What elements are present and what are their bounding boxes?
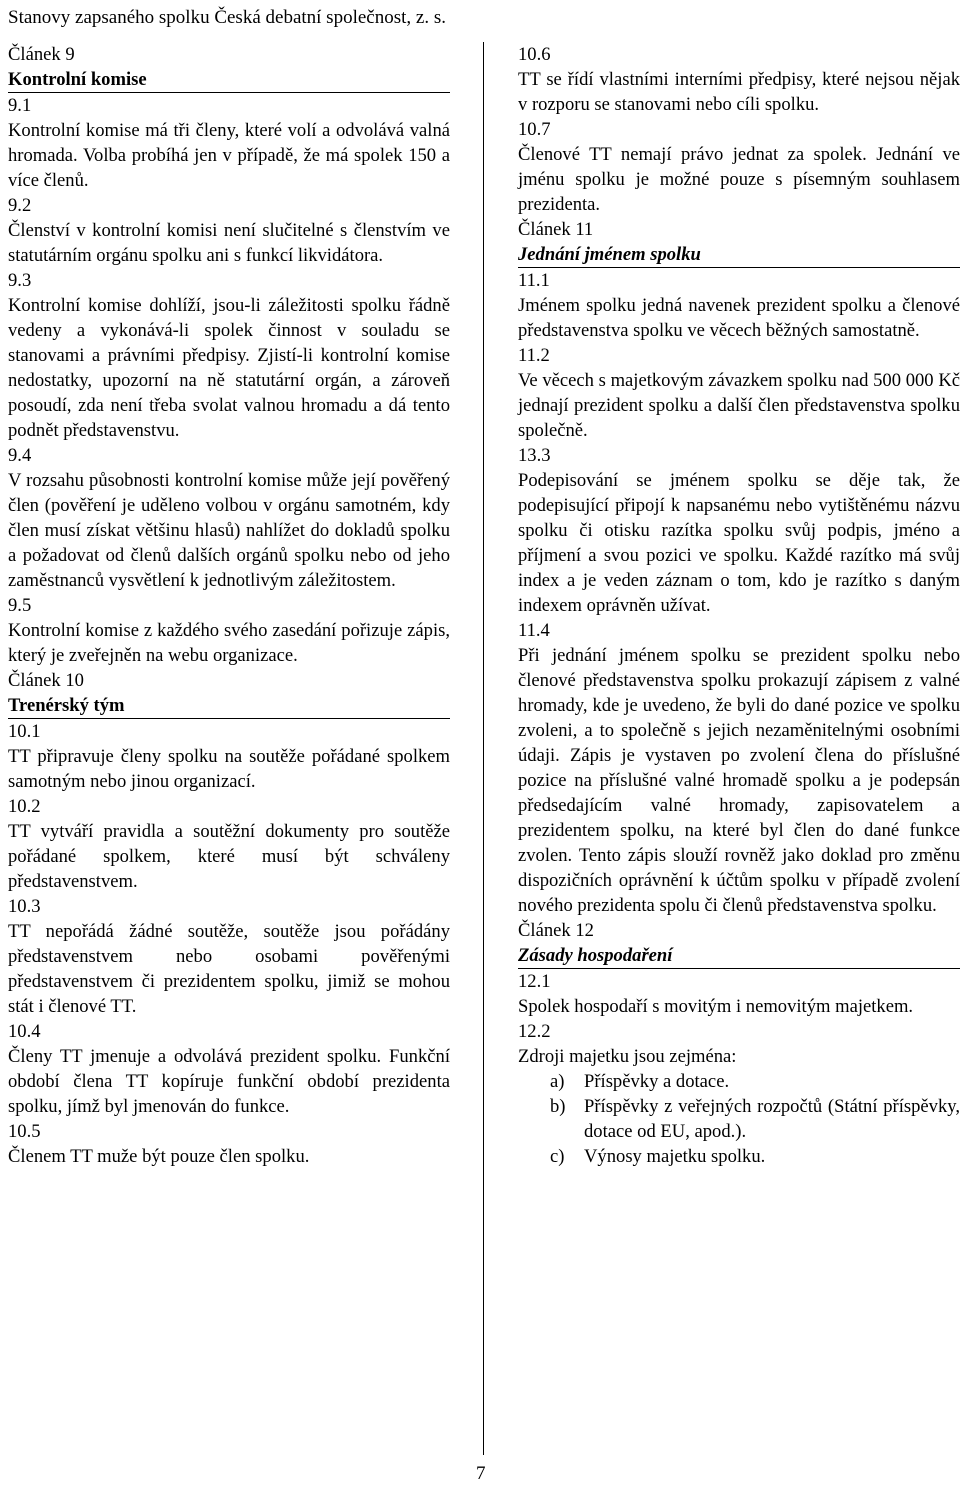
column-divider	[483, 42, 484, 1455]
section-number: 12.1	[518, 971, 551, 992]
section-number: 9.4	[8, 445, 32, 466]
article-10-label: Článek 10	[8, 670, 84, 691]
list-marker: a)	[550, 1071, 565, 1092]
list-item	[518, 1094, 960, 1144]
section-number: 9.2	[8, 195, 32, 216]
section-text: TT připravuje členy spolku na soutěže pořádané spolkem samotným nebo jinou organizací.	[8, 746, 450, 792]
section-text: TT vytváří pravidla a soutěžní dokumenty pro soutěže pořádané spolkem, které musí být schváleny představenstvem.	[8, 821, 450, 892]
left-column	[8, 42, 450, 1169]
page-number: 7	[476, 1463, 486, 1484]
section-text: TT se řídí vlastními interními předpisy, které nejsou nějak v rozporu se stanovami nebo cíli spolku.	[518, 69, 960, 115]
section-text: V rozsahu působnosti kontrolní komise může její pověřený člen (pověření je uděleno volbou v orgánu samotném, kdy člen musí získat většinu hlasů) nahlížet do dokladů spolku a požadovat od členů dalších orgánů spolku nebo od jeho zaměstnanců vysvětlení k jednotlivým záležitostem.	[8, 470, 450, 591]
list-item-text: Příspěvky a dotace.	[584, 1071, 730, 1092]
section-number: 12.2	[518, 1021, 551, 1042]
section-text: Ve věcech s majetkovým závazkem spolku nad 500 000 Kč jednají prezident spolku a další člen představenstva spolku společně.	[518, 370, 960, 441]
section-text: Jménem spolku jedná navenek prezident spolku a členové představenstva spolku ve věcech běžných samostatně.	[518, 295, 960, 341]
section-number: 9.5	[8, 595, 32, 616]
section-number: 9.3	[8, 270, 32, 291]
section-text: Při jednání jménem spolku se prezident spolku nebo členové představenstva spolku prokazují zápisem z valné hromady, kde je uvedeno, že byli do dané pozice ve spolku zvoleni, a to společně s jejich nezaměnitelnými osobními údaji. Zápis je vystaven po zvolení člena do příslušné pozice na příslušné valné hromadě spolku a je podepsán předsedajícím valné hromady, zapisovatelem a prezidentem spolku, na které byl člen do dané funkce zvolen. Tento zápis slouží rovněž jako doklad pro změnu dispozičních oprávnění k účtům spolku v případě zvolení nového prezidenta spolu či členů představenstva spolku.	[518, 645, 960, 916]
list-item-text: Příspěvky z veřejných rozpočtů (Státní příspěvky, dotace od EU, apod.).	[584, 1096, 960, 1142]
section-text: Kontrolní komise dohlíží, jsou-li záležitosti spolku řádně vedeny a vykonává-li spolek činnost v souladu se stanovami a právními předpisy. Zjistí-li kontrolní komise nedostatky, upozorní na ně statutární orgán, a zároveň posoudí, zda není třeba svolat valnou hromadu a dá tento podnět představenstvu.	[8, 295, 450, 441]
article-11-title: Jednání jménem spolku	[518, 242, 960, 268]
section-number: 10.4	[8, 1021, 41, 1042]
section-text: Kontrolní komise má tři členy, které volí a odvolává valná hromada. Volba probíhá jen v případě, že má spolek 150 a více členů.	[8, 120, 450, 191]
section-text: Kontrolní komise z každého svého zasedání pořizuje zápis, který je zveřejněn na webu organizace.	[8, 620, 450, 666]
section-number: 11.4	[518, 620, 550, 641]
section-number: 10.7	[518, 119, 551, 140]
section-text: TT nepořádá žádné soutěže, soutěže jsou pořádány představenstvem nebo osobami pověřenými představenstvem či prezidentem spolku, jimiž se mohou stát i členové TT.	[8, 921, 450, 1017]
section-number: 10.5	[8, 1121, 41, 1142]
list-marker: c)	[550, 1146, 565, 1167]
section-text: Členství v kontrolní komisi není slučitelné s členstvím ve statutárním orgánu spolku ani s funkcí likvidátora.	[8, 220, 450, 266]
section-number: 10.3	[8, 896, 41, 917]
section-number: 10.2	[8, 796, 41, 817]
section-number: 10.6	[518, 44, 551, 65]
section-text: Členem TT muže být pouze člen spolku.	[8, 1146, 310, 1167]
list-marker: b)	[550, 1096, 566, 1117]
list-item	[518, 1144, 960, 1169]
article-12-label: Článek 12	[518, 920, 594, 941]
section-number: 10.1	[8, 721, 41, 742]
section-text: Členy TT jmenuje a odvolává prezident spolku. Funkční období člena TT kopíruje funkční období prezidenta spolku, jímž byl jmenován do funkce.	[8, 1046, 450, 1117]
article-9-label: Článek 9	[8, 44, 75, 65]
section-text: Členové TT nemají právo jednat za spolek. Jednání ve jménu spolku je možné pouze s písemným souhlasem prezidenta.	[518, 144, 960, 215]
section-text: Podepisování se jménem spolku se děje tak, že podepisující připojí k napsanému nebo vytištěnému názvu spolku či otisku razítka spolku svůj podpis, jméno a příjmení a svou pozici ve spolku. Každé razítko má svůj index a je veden záznam o tom, kdo je razítko s daným indexem oprávněn užívat.	[518, 470, 960, 616]
funding-sources-list	[518, 1069, 960, 1169]
list-item	[518, 1069, 960, 1094]
section-text: Zdroji majetku jsou zejména:	[518, 1046, 737, 1067]
section-number: 13.3	[518, 445, 551, 466]
right-column	[518, 42, 960, 1169]
article-11-label: Článek 11	[518, 219, 594, 240]
section-text: Spolek hospodaří s movitým i nemovitým majetkem.	[518, 996, 914, 1017]
section-number: 9.1	[8, 95, 32, 116]
section-number: 11.1	[518, 270, 550, 291]
article-9-title: Kontrolní komise	[8, 67, 450, 93]
article-10-title: Trenérský tým	[8, 693, 450, 719]
list-item-text: Výnosy majetku spolku.	[584, 1146, 766, 1167]
section-number: 11.2	[518, 345, 550, 366]
document-header: Stanovy zapsaného spolku Česká debatní společnost, z. s.	[8, 7, 446, 28]
article-12-title: Zásady hospodaření	[518, 943, 960, 969]
